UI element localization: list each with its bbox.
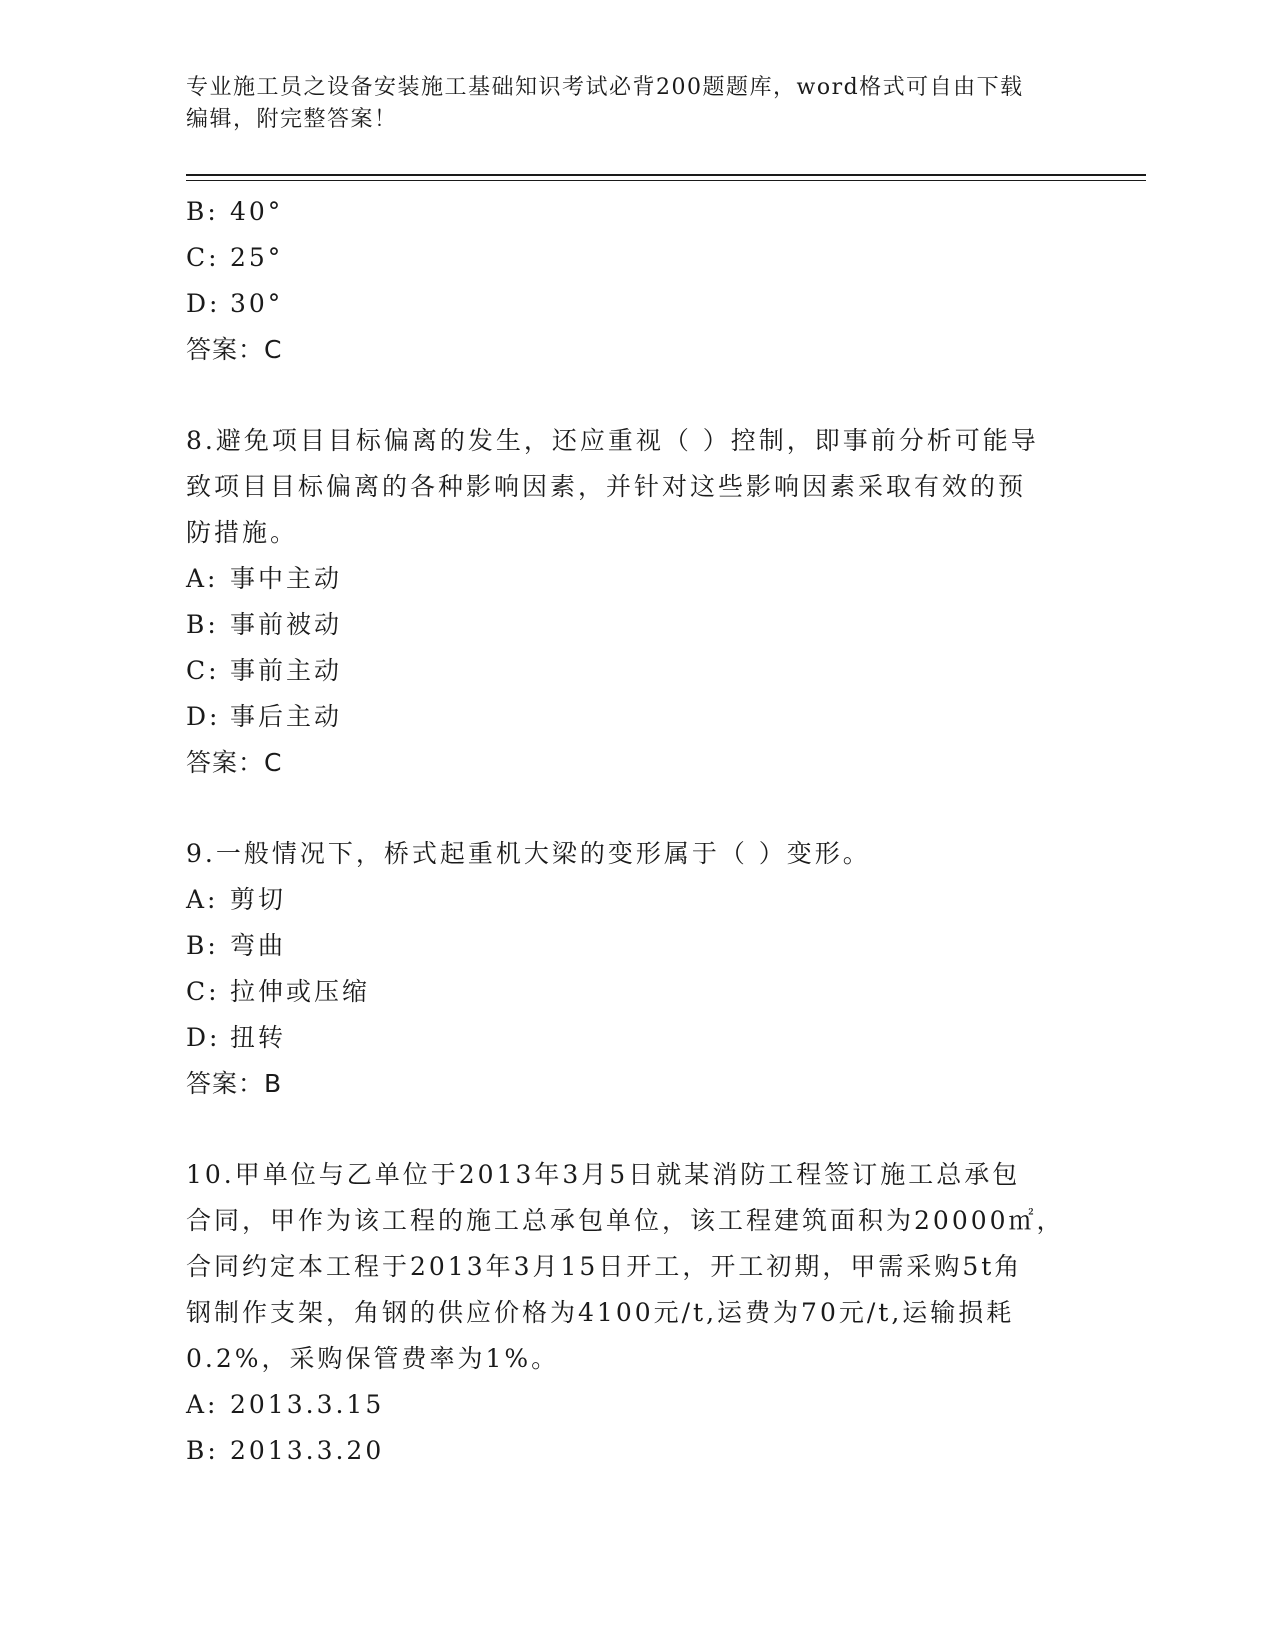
question-stem-line: 9.一般情况下，桥式起重机大梁的变形属于（ ）变形。 <box>186 839 871 868</box>
option-letter: A: <box>186 885 219 914</box>
question-stem-line: 合同约定本工程于2013年3月15日开工，开工初期，甲需采购5t角 <box>186 1252 1023 1281</box>
option-text: 剪切 <box>230 885 287 914</box>
option-a <box>186 877 1066 923</box>
option-letter: B: <box>186 197 219 226</box>
option-text: 拉伸或压缩 <box>230 977 371 1006</box>
option-letter: B: <box>186 1436 219 1465</box>
question-stem-line: 合同，甲作为该工程的施工总承包单位，该工程建筑面积为20000㎡， <box>186 1206 1065 1235</box>
option-letter: A: <box>186 1390 219 1419</box>
option-b <box>186 189 1066 235</box>
header-divider-thick <box>186 174 1146 176</box>
option-text: 40° <box>230 197 284 226</box>
option-c <box>186 648 1066 694</box>
header-line-1: 专业施工员之设备安装施工基础知识考试必背200题题库，word格式可自由下载 <box>186 75 1024 100</box>
option-text: 弯曲 <box>230 931 287 960</box>
question-stem-line: 8.避免项目目标偏离的发生，还应重视（ ）控制，即事前分析可能导 <box>186 426 1039 455</box>
option-text: 事前主动 <box>230 656 343 685</box>
option-a <box>186 1382 1066 1428</box>
question-list <box>186 189 1066 1474</box>
question-9 <box>186 831 1066 1107</box>
option-text: 25° <box>230 243 284 272</box>
question-10 <box>186 1152 1066 1474</box>
option-d <box>186 1015 1066 1061</box>
document-header <box>186 72 1086 136</box>
question-stem-line: 致项目目标偏离的各种影响因素，并针对这些影响因素采取有效的预 <box>186 472 1027 501</box>
option-b <box>186 602 1066 648</box>
option-letter: D: <box>186 289 221 318</box>
option-text: 30° <box>230 289 284 318</box>
option-b <box>186 1428 1066 1474</box>
option-c <box>186 969 1066 1015</box>
option-letter: D: <box>186 702 221 731</box>
option-letter: D: <box>186 1023 221 1052</box>
option-text: 事后主动 <box>230 702 343 731</box>
option-text: 2013.3.15 <box>230 1390 385 1419</box>
option-letter: B: <box>186 610 219 639</box>
answer: 答案：C <box>186 748 283 777</box>
answer: 答案：B <box>186 1069 283 1098</box>
option-c <box>186 235 1066 281</box>
question-stem-line: 10.甲单位与乙单位于2013年3月5日就某消防工程签订施工总承包 <box>186 1160 1021 1189</box>
option-letter: C: <box>186 656 220 685</box>
option-letter: B: <box>186 931 219 960</box>
option-text: 事中主动 <box>230 564 343 593</box>
question-stem-line: 防措施。 <box>186 518 299 547</box>
question-stem-line: 钢制作支架，角钢的供应价格为4100元/t,运费为70元/t,运输损耗 <box>186 1298 1015 1327</box>
option-d <box>186 281 1066 327</box>
question-8 <box>186 418 1066 786</box>
option-b <box>186 923 1066 969</box>
option-text: 扭转 <box>230 1023 287 1052</box>
header-divider-thin <box>186 180 1146 181</box>
question-stem-line: 0.2%，采购保管费率为1%。 <box>186 1344 560 1373</box>
option-text: 2013.3.20 <box>230 1436 385 1465</box>
option-letter: C: <box>186 977 220 1006</box>
option-a <box>186 556 1066 602</box>
option-d <box>186 694 1066 740</box>
question-7 <box>186 189 1066 373</box>
option-letter: A: <box>186 564 219 593</box>
option-letter: C: <box>186 243 220 272</box>
header-line-2: 编辑，附完整答案！ <box>186 107 398 132</box>
answer: 答案：C <box>186 335 283 364</box>
option-text: 事前被动 <box>230 610 343 639</box>
